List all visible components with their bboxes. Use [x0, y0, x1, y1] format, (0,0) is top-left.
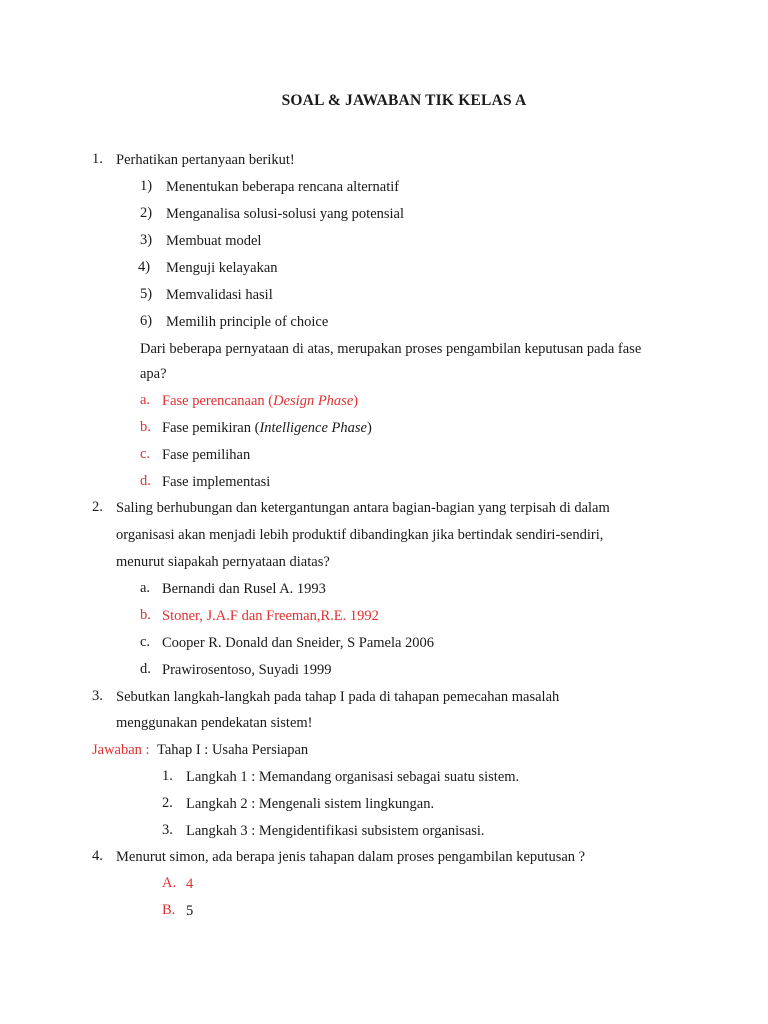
option-text: Fase perencanaan ( [162, 393, 274, 409]
option-text: Fase pemikiran ( [162, 420, 260, 436]
q1-prompt-line: apa? [140, 366, 167, 382]
q2-option-letter: c. [140, 634, 151, 650]
q3-step-number: 3. [162, 822, 173, 838]
q3-step: Langkah 2 : Mengenali sistem lingkungan. [186, 796, 435, 812]
q1-item: Membuat model [166, 233, 262, 249]
q1-option: Fase implementasi [162, 474, 271, 490]
q2-option-letter: b. [140, 607, 151, 623]
q1-item-number: 5) [140, 286, 153, 302]
option-close: ) [366, 420, 372, 436]
q1-option: Fase pemilihan [162, 447, 251, 463]
option-close: ) [353, 393, 359, 409]
q1-option-letter: a. [140, 392, 151, 408]
q1-text: Perhatikan pertanyaan berikut! [116, 152, 295, 168]
q1-number: 1. [92, 151, 103, 167]
q4-option-letter: A. [162, 875, 177, 891]
q3-line: menggunakan pendekatan sistem! [116, 715, 313, 731]
q1-item: Menguji kelayakan [166, 260, 278, 276]
q2-option-correct: Stoner, J.A.F dan Freeman,R.E. 1992 [162, 608, 379, 624]
option-italic: Design Phase [273, 393, 354, 409]
q3-step-number: 2. [162, 795, 173, 811]
q1-option-correct [162, 392, 358, 410]
q3-number: 3. [92, 688, 103, 704]
q1-option-letter: b. [140, 419, 151, 435]
q2-number: 2. [92, 499, 103, 515]
q1-item: Memvalidasi hasil [166, 287, 273, 303]
q1-item-number: 3) [140, 232, 153, 248]
q3-step-number: 1. [162, 768, 173, 784]
document-title: SOAL & JAWABAN TIK KELAS A [281, 92, 527, 109]
q4-number: 4. [92, 848, 103, 864]
q3-step: Langkah 1 : Memandang organisasi sebagai suatu sistem. [186, 769, 520, 785]
q4-option-letter: B. [162, 902, 176, 918]
q1-option [162, 419, 372, 437]
q2-option-letter: a. [140, 580, 151, 596]
q3-answer-text: Tahap I : Usaha Persiapan [157, 742, 309, 758]
q3-answer-label: Jawaban : [92, 742, 150, 758]
q3-step: Langkah 3 : Mengidentifikasi subsistem organisasi. [186, 823, 485, 839]
q1-option-letter: d. [140, 473, 151, 489]
q1-prompt-line: Dari beberapa pernyataan di atas, merupakan proses pengambilan keputusan pada fase [140, 341, 642, 357]
q4-option-correct: 4 [186, 876, 194, 892]
q2-line: menurut siapakah pernyataan diatas? [116, 554, 330, 570]
q2-line: organisasi akan menjadi lebih produktif dibandingkan jika bertindak sendiri-sendiri, [116, 527, 604, 543]
q1-item-number: 1) [140, 178, 153, 194]
q2-option: Cooper R. Donald dan Sneider, S Pamela 2006 [162, 635, 435, 651]
q1-item-number: 2) [140, 205, 153, 221]
q4-option: 5 [186, 903, 194, 919]
q1-item: Menentukan beberapa rencana alternatif [166, 179, 400, 195]
q4-text: Menurut simon, ada berapa jenis tahapan dalam proses pengambilan keputusan ? [116, 849, 586, 865]
q1-item-number: 6) [140, 313, 153, 329]
q2-option: Prawirosentoso, Suyadi 1999 [162, 662, 332, 678]
q1-item: Memilih principle of choice [166, 314, 329, 330]
option-italic: Intelligence Phase [259, 420, 367, 436]
q2-line: Saling berhubungan dan ketergantungan antara bagian-bagian yang terpisah di dalam [116, 500, 610, 516]
q1-item: Menganalisa solusi-solusi yang potensial [166, 206, 405, 222]
q2-option-letter: d. [140, 661, 151, 677]
q1-option-letter: c. [140, 446, 151, 462]
q1-item-number: 4) [138, 259, 151, 275]
q3-line: Sebutkan langkah-langkah pada tahap I pada di tahapan pemecahan masalah [116, 689, 560, 705]
q2-option: Bernandi dan Rusel A. 1993 [162, 581, 326, 597]
